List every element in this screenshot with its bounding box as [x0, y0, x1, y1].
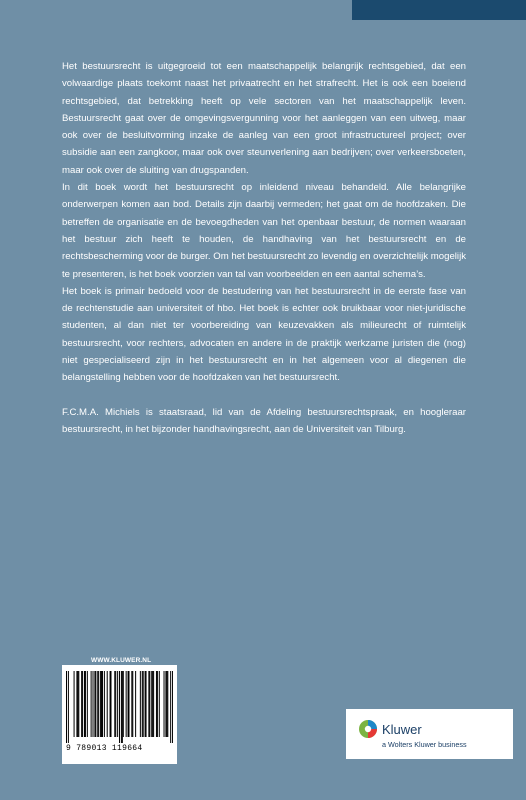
barcode-bar: [165, 671, 166, 737]
barcode-bar: [132, 671, 133, 737]
barcode-bar: [140, 671, 141, 737]
barcode-bars: [66, 671, 173, 743]
barcode-bar: [100, 671, 101, 737]
barcode-bar: [142, 671, 143, 737]
barcode: [62, 665, 177, 764]
barcode-bar: [126, 671, 127, 737]
author-note: F.C.M.A. Michiels is staatsraad, lid van de Afdeling bestuursrechtspraak, en hoogleraar bestuursrecht, in het bijzonder handhavingsrecht, aan de Universiteit van Tilburg.: [62, 406, 466, 435]
barcode-bar: [82, 671, 83, 737]
barcode-bar: [66, 671, 67, 743]
barcode-bar: [95, 671, 96, 737]
back-cover-blurb: [62, 58, 466, 438]
barcode-bar: [117, 671, 118, 737]
barcode-bar: [93, 671, 94, 737]
publisher-name: Kluwer: [382, 721, 422, 737]
barcode-bar: [111, 671, 112, 737]
barcode-bar: [157, 671, 158, 737]
barcode-bar: [98, 671, 99, 737]
barcode-bar: [135, 671, 136, 737]
barcode-bar: [102, 671, 103, 737]
barcode-bar: [114, 671, 115, 737]
barcode-bar: [166, 671, 167, 737]
barcode-bar: [76, 671, 77, 737]
barcode-bar: [119, 671, 120, 743]
barcode-bar: [97, 671, 98, 737]
barcode-bar: [123, 671, 124, 737]
barcode-bar: [104, 671, 105, 737]
barcode-bar: [167, 671, 168, 737]
blurb-paragraph-3: Het boek is primair bedoeld voor de bestudering van het bestuursrecht in de eerste fase van de rechtenstudie aan universiteit of hbo. Het boek is echter ook bruikbaar voor niet-juridische studenten, al dan niet ter voorbereiding van keuzevakken als milieurecht of ruimtelijk bestuursrecht, voor rechters, advocaten en andere in de praktijk werkzame juristen die (nog) niet gespecialiseerd zijn in het bestuursrecht en in het algemeen voor al diegenen die belangstelling hebben voor de hoofdzaken van het bestuursrecht.: [62, 285, 466, 384]
barcode-bar: [146, 671, 147, 737]
barcode-bar: [101, 671, 102, 737]
barcode-bar: [128, 671, 129, 737]
barcode-bar: [170, 671, 171, 743]
barcode-bar: [156, 671, 157, 737]
barcode-bar: [148, 671, 149, 737]
blurb-paragraph-2: In dit boek wordt het bestuursrecht op inleidend niveau behandeld. Alle belangrijke onderwerpen komen aan bod. Details zijn daarbij vermeden; het gaat om de hoofdzaken. Die betreffen de organisatie en de bevoegdheden van het openbaar bestuur, de normen waaraan het bestuur zich heeft te houden, de handhaving van het bestuursrecht en de rechtsbescherming voor de burger. Om het bestuursrecht zo levendig en overzichtelijk mogelijk te presenteren, is het boek voorzien van tal van voorbeelden en een aantal schema’s.: [62, 182, 466, 280]
publisher-tagline: a Wolters Kluwer business: [382, 740, 467, 749]
barcode-bar: [107, 671, 108, 737]
barcode-bar: [128, 671, 129, 737]
kluwer-logo-icon: [358, 719, 378, 739]
barcode-bar: [152, 671, 153, 737]
barcode-bar: [151, 671, 152, 737]
barcode-bar: [87, 671, 88, 737]
barcode-bar: [153, 671, 154, 737]
barcode-bar: [74, 671, 75, 737]
blurb-paragraph-1: Het bestuursrecht is uitgegroeid tot een maatschappelijk belangrijk rechtsgebied, dat een volwaardige plaats toekomt naast het privaatrecht en het strafrecht. Het is ook een boeiend rechtsgebied, dat betrekking heeft op vele sectoren van het maatschappelijk leven. Bestuursrecht gaat over de omgevingsvergunning voor het aanleggen van een uitweg, maar ook over de besluitvorming inzake de aanleg van een groot infrastructureel project; over subsidie aan een zangkoor, maar ook over steunverlening aan bedrijven; over verkeersboeten, maar ook over de sluiting van drugspanden.: [62, 61, 466, 176]
barcode-bar: [159, 671, 160, 737]
publisher-logo-box: [346, 709, 513, 759]
barcode-bar: [115, 671, 116, 737]
barcode-bar: [145, 671, 146, 737]
barcode-bar: [84, 671, 85, 737]
barcode-bar: [78, 671, 79, 737]
barcode-digits: 9 789013 119664: [66, 744, 143, 753]
barcode-bar: [121, 671, 122, 743]
website-label: WWW.KLUWER.NL: [91, 657, 152, 664]
barcode-bar: [91, 671, 92, 737]
barcode-bar: [85, 671, 86, 737]
barcode-bar: [172, 671, 173, 743]
barcode-bar: [94, 671, 95, 737]
barcode-bar: [77, 671, 78, 737]
top-accent-bar: [352, 0, 526, 20]
barcode-bar: [131, 671, 132, 737]
barcode-bar: [164, 671, 165, 737]
barcode-bar: [143, 671, 144, 737]
barcode-bar: [68, 671, 69, 743]
barcode-bar: [122, 671, 123, 743]
barcode-bar: [81, 671, 82, 737]
barcode-bar: [149, 671, 150, 737]
barcode-bar: [110, 671, 111, 737]
